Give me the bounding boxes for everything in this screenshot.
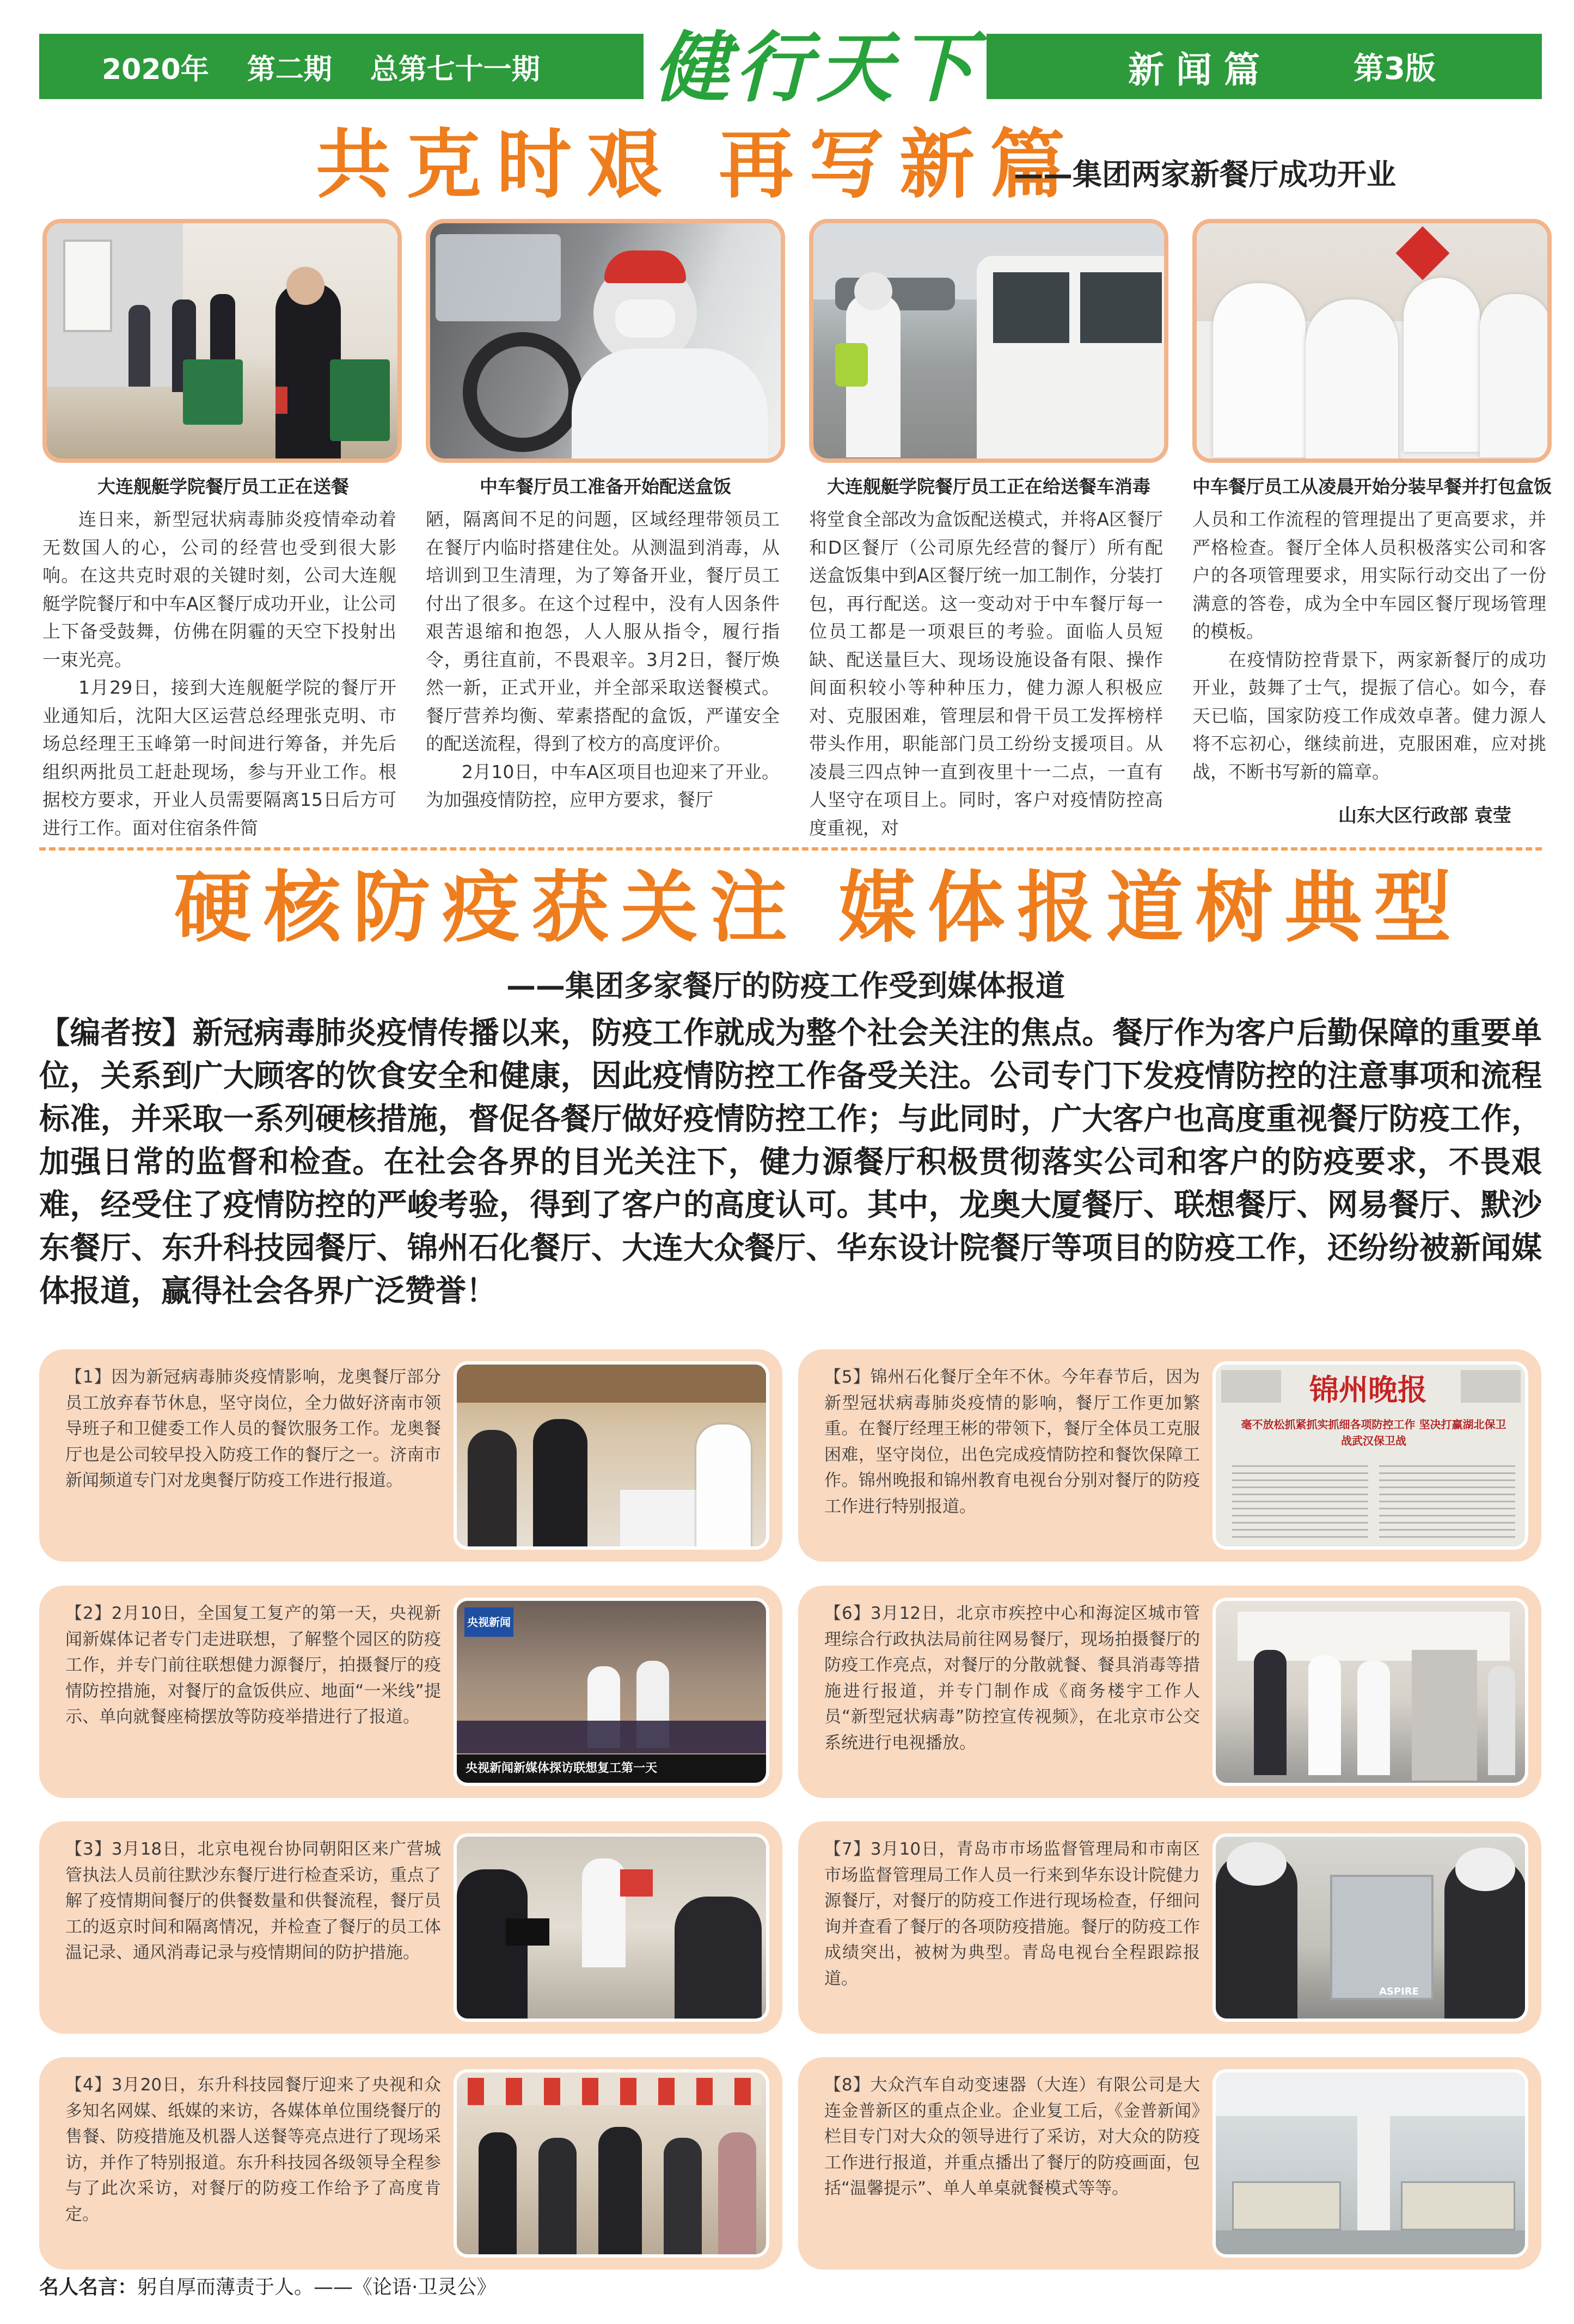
report-card-3 bbox=[39, 1821, 782, 2034]
quote-label: 名人名言： bbox=[39, 2276, 138, 2298]
masthead-section-bar bbox=[987, 34, 1542, 99]
paragraph: 陋，隔离间不足的问题，区域经理带领员工在餐厅内临时搭建住处。从测温到消毒，从培训到卫生清理，为了筹备开业，餐厅员工付出了很多。在这个过程中，没有人因条件艰苦退缩和抱怨，人人服从指令，履行指令，勇往直前，不畏艰辛。3月2日，餐厅焕然一新，正式开业，并全部采取送餐模式。餐厅营养均衡、荤素搭配的盒饭，严谨安全的配送流程，得到了校方的高度评价。 bbox=[426, 509, 780, 754]
article1-subheadline: ——集团两家新餐厅成功开业 bbox=[1014, 157, 1396, 192]
report-photo-newspaper bbox=[1212, 1361, 1528, 1550]
report-photo-netease bbox=[1212, 1598, 1528, 1786]
issue-year: 2020年 bbox=[102, 53, 209, 86]
report-photo-cctv bbox=[454, 1598, 769, 1786]
report-photo-msd bbox=[454, 1833, 769, 2022]
fridge-brand: ASPIRE bbox=[1379, 1986, 1419, 1997]
report-card-1 bbox=[39, 1349, 782, 1562]
report-card-5 bbox=[798, 1349, 1541, 1562]
report-text: 【1】因为新冠病毒肺炎疫情影响，龙奥餐厅部分员工放弃春节休息，坚守岗位，全力做好济南市领导班子和卫健委工作人员的餐饮服务工作。龙奥餐厅也是公司较早投入防疫工作的餐厅之一。济南市新闻频道专门对龙奥餐厅防疫工作进行报道。 bbox=[65, 1367, 441, 1490]
photo-caption-1: 大连舰艇学院餐厅员工正在送餐 bbox=[97, 476, 349, 497]
famous-quote bbox=[39, 2272, 496, 2299]
report-photo-huadong bbox=[1212, 1833, 1528, 2022]
quote-source: ——《论语·卫灵公》 bbox=[314, 2276, 497, 2298]
paragraph: 2月10日，中车A区项目也迎来了开业。为加强疫情防控，应甲方要求，餐厅 bbox=[426, 761, 780, 810]
report-text: 【7】3月10日，青岛市市场监督管理局和市南区市场监督管理局工作人员一行来到华东设计院健力源餐厅，对餐厅的防疫工作进行现场检查，仔细问询并查看了餐厅的各项防疫措施。餐厅的防疫工作成绩突出，被树为典型。青岛电视台全程跟踪报道。 bbox=[824, 1839, 1200, 1989]
report-text: 【8】大众汽车自动变速器（大连）有限公司是大连金普新区的重点企业。企业复工后，《金普新闻》栏目专门对大众的领导进行了采访，对大众的防疫工作进行报道，并重点播出了餐厅的防疫画面，包括“温馨提示”、单人单桌就餐模式等等。 bbox=[824, 2075, 1200, 2198]
report-text: 【2】2月10日，全国复工复产的第一天，央视新闻新媒体记者专门走进联想，了解整个园区的防疫工作，并专门前往联想健力源餐厅，拍摄餐厅的疫情防控措施，对餐厅的盒饭供应、地面“一米线”提示、单向就餐座椅摆放等防疫举措进行了报道。 bbox=[65, 1604, 441, 1727]
article1-column-1 bbox=[42, 505, 396, 843]
photo-van-driver bbox=[426, 219, 785, 463]
tv-caption: 央视新闻新媒体探访联想复工第一天 bbox=[457, 1754, 769, 1783]
section-divider bbox=[39, 847, 1542, 851]
article1-column-2 bbox=[426, 505, 780, 843]
page-number: 第3版 bbox=[1353, 51, 1436, 87]
photo-van-disinfection bbox=[809, 219, 1168, 463]
article1-headline: 共克时艰 再写新篇 bbox=[316, 120, 1081, 209]
report-card-4 bbox=[39, 2057, 782, 2270]
paragraph: 在疫情防控背景下，两家新餐厅的成功开业，鼓舞了士气，提振了信心。如今，春天已临，国家防疫工作成效卓著。健力源人将不忘初心，继续前进，克服困难，应对挑战，不断书写新的篇章。 bbox=[1192, 649, 1546, 782]
article2-headline: 硬核防疫获关注 媒体报道树典型 bbox=[174, 863, 1463, 953]
report-text: 【6】3月12日，北京市疾控中心和海淀区城市管理综合行政执法局前往网易餐厅，现场拍摄餐厅的防疫工作亮点，对餐厅的分散就餐、餐具消毒等措施进行报道，并专门制作成《商务楼宇工作人员“新型冠状病毒”防控宣传视频》，在北京市公交系统进行电视播放。 bbox=[824, 1604, 1200, 1753]
issue-number: 第二期 bbox=[247, 53, 332, 86]
editor-note: 【编者按】新冠病毒肺炎疫情传播以来，防疫工作就成为整个社会关注的焦点。餐厅作为客户后勤保障的重要单位，关系到广大顾客的饮食安全和健康，因此疫情防控工作备受关注。公司专门下发疫情防控的注意事项和流程标准，并采取一系列硬核措施，督促各餐厅做好疫情防控工作；与此同时，广大客户也高度重视餐厅防疫工作，加强日常的监督和检查。在社会各界的目光关注下，健力源餐厅积极贯彻落实公司和客户的防疫要求，不畏艰难，经受住了疫情防控的严峻考验，得到了客户的高度认可。其中，龙奥大厦餐厅、联想餐厅、网易餐厅、默沙东餐厅、东升科技园餐厅、锦州石化餐厅、大连大众餐厅、华东设计院餐厅等项目的防疫工作，还纷纷被新闻媒体报道，赢得社会各界广泛赞誉！ bbox=[39, 1016, 1542, 1309]
report-text: 【5】锦州石化餐厅全年不休。今年春节后，因为新型冠状病毒肺炎疫情的影响，餐厅工作更加繁重。在餐厅经理王彬的带领下，餐厅全体员工克服困难，坚守岗位，出色完成疫情防控和餐饮保障工作。锦州晚报和锦州教育电视台分别对餐厅的防疫工作进行特别报道。 bbox=[824, 1367, 1200, 1516]
paragraph: 人员和工作流程的管理提出了更高要求，并严格检查。餐厅全体人员积极落实公司和客户的各项管理要求，用实际行动交出了一份满意的答卷，成为全中车园区餐厅现场管理的模板。 bbox=[1192, 509, 1546, 642]
issue-total: 总第七十一期 bbox=[370, 53, 540, 86]
article1-column-3 bbox=[809, 505, 1163, 843]
report-text: 【3】3月18日，北京电视台协同朝阳区来广营城管执法人员前往默沙东餐厅进行检查采访，重点了解了疫情期间餐厅的供餐数量和供餐流程，餐厅员工的返京时间和隔离情况，并检查了餐厅的员工体温记录、通风消毒记录与疫情期间的防护措施。 bbox=[65, 1839, 441, 1962]
photo-caption-4: 中车餐厅员工从凌晨开始分装早餐并打包盒饭 bbox=[1192, 476, 1552, 497]
newspaper-logo: 健行天下 bbox=[653, 23, 980, 113]
tv-channel-logo: 央视新闻 bbox=[464, 1607, 513, 1637]
photo-caption-3: 大连舰艇学院餐厅员工正在给送餐车消毒 bbox=[827, 476, 1150, 497]
photo-caption-2: 中车餐厅员工准备开始配送盒饭 bbox=[480, 476, 731, 497]
report-photo-volkswagen bbox=[1212, 2069, 1528, 2258]
newspaper-masthead: 锦州晚报 bbox=[1309, 1372, 1427, 1407]
article1-author: 山东大区行政部 袁莹 bbox=[1338, 805, 1511, 827]
quote-text: 躬自厚而薄责于人。 bbox=[137, 2276, 314, 2298]
section-name: 新闻篇 bbox=[1128, 48, 1272, 91]
report-card-8 bbox=[798, 2057, 1541, 2270]
article1-column-4 bbox=[1192, 505, 1546, 788]
paragraph: 连日来，新型冠状病毒肺炎疫情牵动着无数国人的心，公司的经营也受到很大影响。在这共克时艰的关键时刻，公司大连舰艇学院餐厅和中车A区餐厅成功开业，让公司上下备受鼓舞，仿佛在阴霾的天空下投射出一束光亮。 bbox=[42, 509, 396, 670]
article2-subheadline: ——集团多家餐厅的防疫工作受到媒体报道 bbox=[506, 969, 1065, 1003]
paragraph: 1月29日，接到大连舰艇学院的餐厅开业通知后，沈阳大区运营总经理张克明、市场总经理王玉峰第一时间进行筹备，并先后组织两批员工赶赴现场，参与开业工作。根据校方要求，开业人员需要隔离15日后方可进行工作。面对住宿条件简 bbox=[42, 677, 396, 839]
photo-packing-meals bbox=[1192, 219, 1552, 463]
report-card-7 bbox=[798, 1821, 1541, 2034]
report-photo-longao bbox=[454, 1361, 769, 1550]
report-text: 【4】3月20日，东升科技园餐厅迎来了央视和众多知名网媒、纸媒的来访，各媒体单位围绕餐厅的售餐、防疫措施及机器人送餐等亮点进行了现场采访，并作了特别报道。东升科技园各级领导全程参与了此次采访，对餐厅的防疫工作给予了高度肯定。 bbox=[65, 2075, 441, 2224]
masthead-issue-bar bbox=[39, 34, 644, 99]
report-photo-dongsheng bbox=[454, 2069, 769, 2258]
paragraph: 将堂食全部改为盒饭配送模式，并将A区餐厅和D区餐厅（公司原先经营的餐厅）所有配送盒饭集中到A区餐厅统一加工制作，分装打包，再行配送。这一变动对于中车餐厅每一位员工都是一项艰巨的考验。面临人员短缺、配送量巨大、现场设施设备有限、操作间面积较小等种种压力，健力源人积极应对、克服困难，管理层和骨干员工发挥榜样带头作用，职能部门员工纷纷支援项目。从凌晨三四点钟一直到夜里十一二点，一直有人坚守在项目上。同时，客户对疫情防控高度重视，对 bbox=[809, 509, 1163, 839]
report-card-2 bbox=[39, 1586, 782, 1798]
report-card-6 bbox=[798, 1586, 1541, 1798]
newspaper-headline: 毫不放松抓紧抓实抓细各项防控工作 坚决打赢湖北保卫战武汉保卫战 bbox=[1241, 1418, 1506, 1447]
photo-delivery-staff bbox=[42, 219, 402, 463]
